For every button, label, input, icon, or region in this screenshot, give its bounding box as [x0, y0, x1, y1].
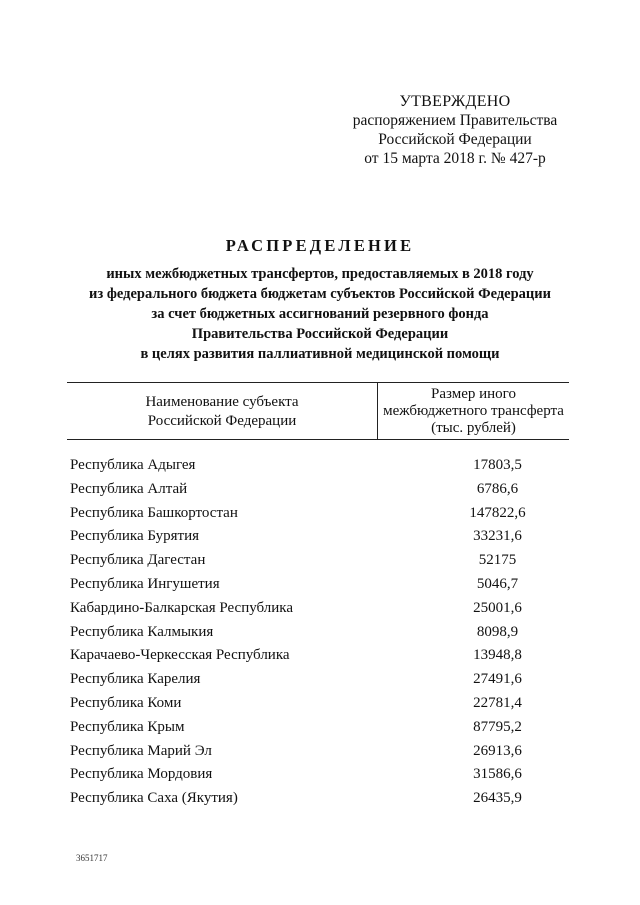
row-value: 22781,4 [473, 694, 522, 711]
row-value: 31586,6 [473, 766, 522, 783]
row-value: 17803,5 [473, 457, 522, 473]
column-header-value-line-3: (тыс. рублей) [431, 420, 516, 436]
table-row [70, 621, 570, 645]
row-name: Республика Башкортостан [70, 504, 238, 521]
row-value: 27491,6 [473, 671, 522, 688]
column-header-value [378, 386, 569, 437]
row-value: 13948,8 [473, 647, 522, 664]
heading-line-1: иных межбюджетных трансфертов, предоставляемых в 2018 году [106, 266, 534, 282]
row-value: 5046,7 [476, 575, 519, 592]
row-name: Республика Калмыкия [70, 623, 214, 640]
table-row [70, 668, 570, 692]
table-row [70, 597, 570, 621]
approval-title: УТВЕРЖДЕНО [399, 93, 511, 110]
heading-line-4: Правительства Российской Федерации [191, 326, 449, 342]
column-header-name [67, 393, 377, 431]
row-value: 8098,9 [476, 623, 519, 640]
row-name: Республика Дагестан [70, 552, 206, 569]
row-name: Карачаево-Черкесская Республика [70, 647, 290, 664]
table-row [70, 525, 570, 549]
row-name: Республика Адыгея [70, 457, 196, 473]
row-name: Республика Марий Эл [70, 742, 212, 759]
row-name: Республика Алтай [70, 480, 188, 497]
approval-stamp [330, 92, 580, 168]
row-value: 52175 [478, 552, 517, 569]
document-heading [40, 236, 600, 364]
table-row [70, 692, 570, 716]
approval-line-1: распоряжением Правительства [352, 112, 558, 129]
heading-line-2: из федерального бюджета бюджетам субъектов Российской Федерации [89, 286, 551, 302]
table-body [70, 454, 570, 811]
row-name: Республика Ингушетия [70, 575, 220, 592]
approval-line-3: от 15 марта 2018 г. № 427-р [364, 150, 546, 167]
row-value: 147822,6 [469, 504, 526, 521]
table-row [70, 644, 570, 668]
row-name: Республика Крым [70, 718, 185, 735]
table-row [70, 573, 570, 597]
row-name: Кабардино-Балкарская Республика [70, 599, 294, 616]
column-header-value-line-1: Размер иного [431, 386, 516, 402]
column-header-value-line-2: межбюджетного трансферта [383, 403, 564, 419]
table-row [70, 763, 570, 787]
row-value: 6786,6 [476, 480, 519, 497]
row-value: 26435,9 [473, 790, 522, 807]
row-value: 25001,6 [473, 599, 522, 616]
row-value: 87795,2 [473, 718, 522, 735]
table-header [67, 382, 569, 440]
table-row [70, 502, 570, 526]
row-name: Республика Саха (Якутия) [70, 790, 238, 807]
heading-line-5: в целях развития паллиативной медицинской помощи [140, 346, 500, 362]
row-name: Республика Мордовия [70, 766, 213, 783]
document-title: РАСПРЕДЕЛЕНИЕ [225, 236, 415, 255]
table-row [70, 787, 570, 811]
table-row [70, 549, 570, 573]
table-row [70, 716, 570, 740]
table-row [70, 478, 570, 502]
row-name: Республика Карелия [70, 671, 201, 688]
document-number: 3651717 [76, 853, 108, 863]
table-row [70, 454, 570, 478]
approval-line-2: Российской Федерации [378, 131, 532, 148]
row-value: 33231,6 [473, 528, 522, 545]
row-name: Республика Коми [70, 694, 182, 711]
row-value: 26913,6 [473, 742, 522, 759]
column-header-name-line-1: Наименование субъекта [145, 394, 299, 410]
heading-line-3: за счет бюджетных ассигнований резервного фонда [151, 306, 489, 322]
row-name: Республика Бурятия [70, 528, 200, 545]
table-row [70, 740, 570, 764]
column-header-name-line-2: Российской Федерации [147, 413, 297, 429]
